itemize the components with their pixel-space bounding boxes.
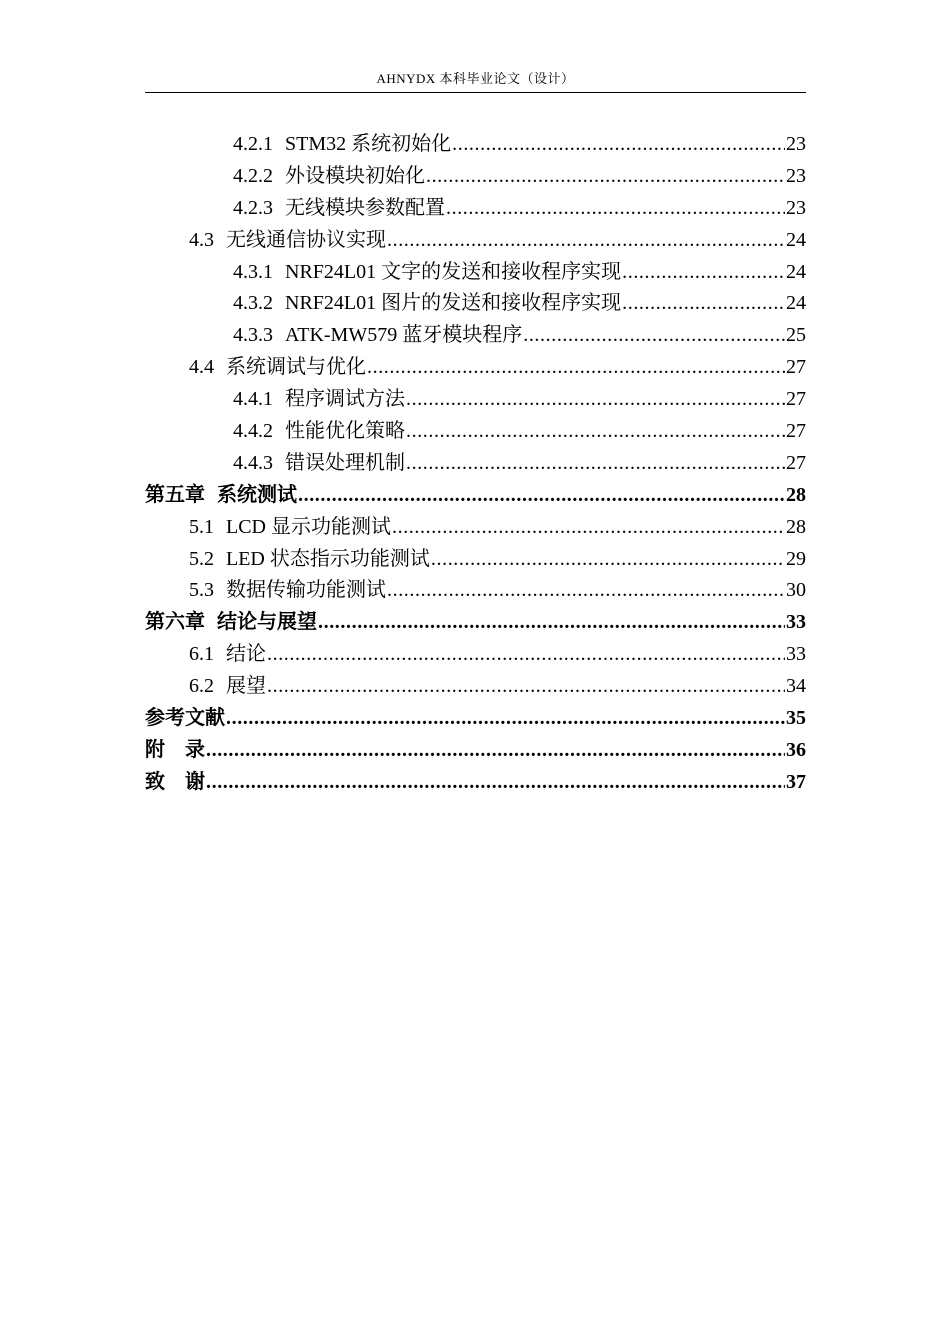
toc-entry-number: 5.1 bbox=[189, 515, 214, 538]
toc-entry-title: NRF24L01 图片的发送和接收程序实现 bbox=[285, 292, 622, 315]
toc-entry-number: 4.4.2 bbox=[233, 420, 273, 443]
toc-entry[interactable] bbox=[145, 223, 806, 255]
toc-entry-page: 23 bbox=[786, 164, 806, 187]
toc-entry-number: 第五章 bbox=[145, 483, 205, 506]
toc-entry-number: 4.4 bbox=[189, 356, 214, 379]
toc-entry-number: 6.1 bbox=[189, 643, 214, 666]
toc-entry[interactable] bbox=[145, 350, 806, 382]
toc-entry-page: 27 bbox=[786, 388, 806, 411]
toc-entry-page: 28 bbox=[786, 483, 806, 506]
toc-entry[interactable] bbox=[145, 733, 806, 765]
toc-entry-page: 27 bbox=[786, 451, 806, 474]
toc-dot-leader bbox=[226, 707, 785, 730]
toc-entry-page: 28 bbox=[786, 515, 806, 538]
toc-entry[interactable] bbox=[145, 159, 806, 191]
toc-entry-page: 35 bbox=[786, 707, 806, 730]
toc-entry[interactable] bbox=[145, 669, 806, 701]
toc-entry-title: 附 录 bbox=[145, 738, 205, 761]
toc-entry[interactable] bbox=[145, 446, 806, 478]
toc-entry-number: 4.2.3 bbox=[233, 196, 273, 219]
toc-entry-title: LCD 显示功能测试 bbox=[226, 515, 391, 538]
toc-dot-leader bbox=[387, 579, 785, 602]
toc-entry-title: 致 谢 bbox=[145, 770, 205, 793]
toc-dot-leader bbox=[523, 324, 785, 347]
toc-entry[interactable] bbox=[145, 637, 806, 669]
toc-dot-leader bbox=[206, 739, 785, 762]
toc-entry[interactable] bbox=[145, 191, 806, 223]
toc-entry-title: ATK-MW579 蓝牙模块程序 bbox=[285, 324, 523, 347]
toc-entry-title: 系统调试与优化 bbox=[226, 356, 366, 379]
toc-entry-number: 4.3.3 bbox=[233, 324, 273, 347]
toc-dot-leader bbox=[267, 643, 785, 666]
toc-entry-page: 36 bbox=[786, 738, 806, 761]
toc-entry[interactable] bbox=[145, 478, 806, 510]
toc-entry-page: 37 bbox=[786, 770, 806, 793]
toc-entry-number: 4.4.1 bbox=[233, 388, 273, 411]
toc-entry-title: 程序调试方法 bbox=[285, 388, 405, 411]
toc-entry-number: 4.3.1 bbox=[233, 260, 273, 283]
toc-entry-title: LED 状态指示功能测试 bbox=[226, 547, 430, 570]
toc-entry-page: 34 bbox=[786, 675, 806, 698]
toc-dot-leader bbox=[426, 165, 785, 188]
toc-entry-page: 33 bbox=[786, 643, 806, 666]
toc-entry-title: NRF24L01 文字的发送和接收程序实现 bbox=[285, 260, 622, 283]
toc-entry[interactable] bbox=[145, 573, 806, 605]
toc-entry-number: 4.3.2 bbox=[233, 292, 273, 315]
toc-entry[interactable] bbox=[145, 318, 806, 350]
toc-entry-page: 29 bbox=[786, 547, 806, 570]
toc-entry-page: 27 bbox=[786, 356, 806, 379]
toc-entry-title: 结论与展望 bbox=[217, 611, 317, 634]
toc-entry-title: STM32 系统初始化 bbox=[285, 133, 452, 155]
toc-entry-number: 第六章 bbox=[145, 611, 205, 634]
toc-entry-title: 结论 bbox=[226, 643, 266, 666]
toc-entry[interactable] bbox=[145, 286, 806, 318]
toc-entry[interactable] bbox=[145, 510, 806, 542]
toc-entry-page: 23 bbox=[786, 133, 806, 155]
toc-entry-number: 5.2 bbox=[189, 547, 214, 570]
toc-entry-number: 6.2 bbox=[189, 675, 214, 698]
table-of-contents bbox=[145, 127, 806, 797]
toc-entry-page: 33 bbox=[786, 611, 806, 634]
toc-dot-leader bbox=[406, 388, 785, 411]
toc-entry-title: 系统测试 bbox=[217, 483, 297, 506]
toc-entry[interactable] bbox=[145, 542, 806, 574]
toc-dot-leader bbox=[298, 484, 785, 507]
toc-entry-number: 5.3 bbox=[189, 579, 214, 602]
toc-dot-leader bbox=[622, 261, 785, 284]
header-rule bbox=[145, 92, 806, 93]
toc-entry-page: 24 bbox=[786, 292, 806, 315]
toc-entry-page: 30 bbox=[786, 579, 806, 602]
toc-entry-page: 25 bbox=[786, 324, 806, 347]
toc-entry[interactable] bbox=[145, 605, 806, 637]
toc-entry[interactable] bbox=[145, 765, 806, 797]
toc-entry-title: 参考文献 bbox=[145, 707, 225, 730]
toc-dot-leader bbox=[622, 292, 785, 315]
toc-dot-leader bbox=[392, 516, 785, 539]
toc-entry-number: 4.2.1 bbox=[233, 133, 273, 155]
toc-dot-leader bbox=[367, 356, 785, 379]
toc-dot-leader bbox=[431, 548, 785, 571]
toc-entry[interactable] bbox=[145, 382, 806, 414]
page-header-title: AHNYDX 本科毕业论文（设计） bbox=[376, 71, 575, 86]
toc-dot-leader bbox=[452, 133, 785, 156]
toc-entry-page: 24 bbox=[786, 228, 806, 251]
toc-entry-number: 4.3 bbox=[189, 228, 214, 251]
toc-entry-title: 无线通信协议实现 bbox=[226, 228, 386, 251]
toc-entry-number: 4.4.3 bbox=[233, 451, 273, 474]
toc-dot-leader bbox=[387, 229, 785, 252]
toc-entry[interactable] bbox=[145, 255, 806, 287]
toc-dot-leader bbox=[206, 771, 785, 794]
toc-entry[interactable] bbox=[145, 414, 806, 446]
toc-dot-leader bbox=[406, 452, 785, 475]
toc-entry-title: 数据传输功能测试 bbox=[226, 579, 386, 602]
toc-entry-title: 错误处理机制 bbox=[285, 451, 405, 474]
toc-entry-title: 外设模块初始化 bbox=[285, 164, 425, 187]
toc-entry-page: 27 bbox=[786, 420, 806, 443]
toc-entry-title: 无线模块参数配置 bbox=[285, 196, 445, 219]
toc-entry-page: 24 bbox=[786, 260, 806, 283]
toc-entry-title: 展望 bbox=[226, 675, 266, 698]
toc-entry-number: 4.2.2 bbox=[233, 164, 273, 187]
toc-dot-leader bbox=[446, 197, 785, 220]
toc-entry-title: 性能优化策略 bbox=[285, 420, 405, 443]
toc-entry-page: 23 bbox=[786, 196, 806, 219]
toc-dot-leader bbox=[406, 420, 785, 443]
toc-entry[interactable] bbox=[145, 127, 806, 159]
toc-entry[interactable] bbox=[145, 701, 806, 733]
toc-dot-leader bbox=[318, 611, 785, 634]
toc-dot-leader bbox=[267, 675, 785, 698]
